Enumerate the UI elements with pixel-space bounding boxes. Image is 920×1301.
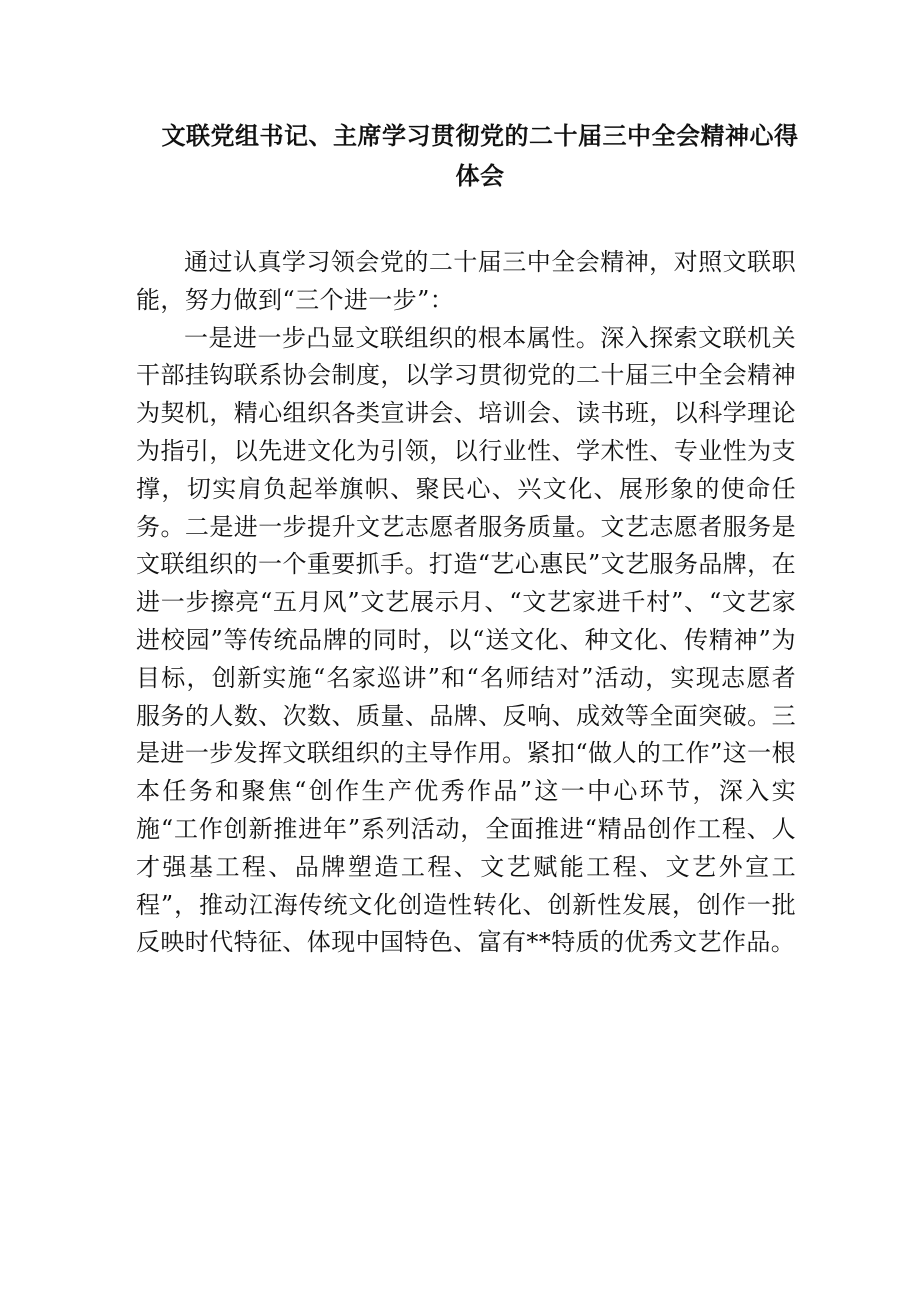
paragraph-main: 一是进一步凸显文联组织的根本属性。深入探索文联机关干部挂钩联系协会制度，以学习贯彻党的二十届三中全会精神为契机，精心组织各类宣讲会、培训会、读书班，以科学理论为指引，以先进文化为引领，以行业性、学术性、专业性为支撑，切实肩负起举旗帜、聚民心、兴文化、展形象的使命任务。二是进一步提升文艺志愿者服务质量。文艺志愿者服务是文联组织的一个重要抓手。打造“艺心惠民”文艺服务品牌，在进一步擦亮“五月风”文艺展示月、“文艺家进千村”、“文艺家进校园”等传统品牌的同时，以“送文化、种文化、传精神”为目标，创新实施“名家巡讲”和“名师结对”活动，实现志愿者服务的人数、次数、质量、品牌、反响、成效等全面突破。三是进一步发挥文联组织的主导作用。紧扣“做人的工作”这一根本任务和聚焦“创作生产优秀作品”这一中心环节，深入实施“工作创新推进年”系列活动，全面推进“精品创作工程、人才强基工程、品牌塑造工程、文艺赋能工程、文艺外宣工程”，推动江海传统文化创造性转化、创新性发展，创作一批反映时代特征、体现中国特色、富有**特质的优秀文艺作品。 — [136, 323, 796, 957]
title-line-1: 文联党组书记、主席学习贯彻党的二十届三中全会精神心得 — [161, 122, 799, 150]
document-body — [136, 244, 796, 962]
document-title — [160, 116, 800, 196]
title-line-2: 体会 — [455, 162, 505, 190]
paragraph-intro: 通过认真学习领会党的二十届三中全会精神，对照文联职能，努力做到“三个进一步”： — [136, 248, 796, 314]
